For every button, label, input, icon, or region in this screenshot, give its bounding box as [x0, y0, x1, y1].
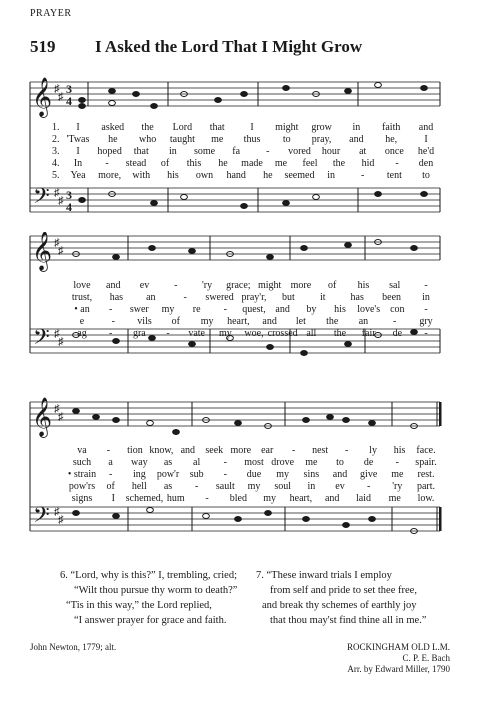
- lyric-syllable: -: [194, 481, 199, 492]
- verse-7-line-3: and break thy schemes of earthly joy: [262, 600, 417, 611]
- lyric-syllable: 'ry: [392, 481, 403, 492]
- lyric-syllable: and: [332, 469, 348, 480]
- lyric-syllable: -: [366, 481, 371, 492]
- lyric-syllable: ev: [139, 280, 150, 291]
- lyric-syllable: -: [166, 328, 170, 339]
- lyric-syllable: in: [169, 146, 177, 157]
- lyric-syllable: 'ry: [202, 280, 213, 291]
- lyric-syllable: more: [230, 445, 252, 456]
- lyric-syllable: that: [209, 122, 225, 133]
- treble-staff: [30, 82, 440, 106]
- lyric-syllable: it: [320, 292, 326, 303]
- lyric-syllable: has: [109, 292, 124, 303]
- verse-6-line-3: “Tis in this way,” the Lord replied,: [66, 600, 212, 611]
- lyric-syllable: seemed: [284, 170, 315, 181]
- lyric-syllable: a: [108, 457, 113, 468]
- lyric-syllable: in: [422, 292, 430, 303]
- lyric-syllable: nest: [312, 445, 329, 456]
- section-label: PRAYER: [30, 8, 72, 19]
- lyric-syllable: face.: [416, 445, 436, 456]
- lyric-syllable: de: [363, 457, 374, 468]
- bass-clef-icon: 𝄢: [33, 325, 50, 355]
- lyric-syllable: my: [263, 493, 277, 504]
- lyric-syllable: my: [218, 328, 232, 339]
- lyric-syllable: vored: [288, 146, 311, 157]
- lyric-syllable: -: [174, 280, 178, 291]
- lyric-syllable: once: [384, 146, 404, 157]
- lyric-syllable: pray'r,: [241, 292, 267, 303]
- treble-clef-icon: 𝄞: [32, 232, 53, 271]
- lyric-syllable: crossed: [267, 328, 298, 339]
- lyric-syllable: heart,: [289, 493, 313, 504]
- lyric-syllable: spair.: [415, 457, 437, 468]
- hymn-title: I Asked the Lord That I Might Grow: [95, 37, 363, 56]
- verse-6: [60, 568, 237, 628]
- lyric-syllable: low.: [417, 493, 435, 504]
- lyric-syllable: faith: [382, 122, 401, 133]
- lyric-syllable: hid: [361, 158, 375, 169]
- lyric-syllable: -: [393, 316, 397, 327]
- lyric-syllable: sal: [389, 280, 401, 291]
- note-heads: [79, 83, 428, 209]
- lyric-syllable: -: [105, 158, 109, 169]
- lyric-syllable: gry: [419, 316, 433, 327]
- lyric-syllable: -: [424, 280, 428, 291]
- lyric-syllable: in: [327, 170, 335, 181]
- lyric-syllable: fa: [232, 146, 241, 157]
- verse-7: [256, 568, 426, 628]
- composer-credit: C. P. E. Bach: [402, 653, 450, 663]
- lyric-syllable: at: [359, 146, 367, 157]
- lyric-syllable: de: [392, 328, 403, 339]
- lyric-syllable: made: [241, 158, 263, 169]
- lyric-syllable: bled: [229, 493, 247, 504]
- svg-text:3: 3: [66, 188, 72, 202]
- lyric-syllable: ag: [77, 328, 87, 339]
- lyric-syllable: ev: [335, 481, 345, 492]
- lyric-syllable: • an: [74, 304, 90, 315]
- lyric-syllable: me: [388, 493, 401, 504]
- svg-text:♯: ♯: [58, 91, 64, 103]
- lyric-syllable: -: [223, 304, 227, 315]
- lyric-syllable: love: [73, 280, 91, 291]
- verse-7-line-4: that thou may'st find thine all in me.”: [270, 615, 427, 626]
- lyric-syllable: he'd: [417, 146, 435, 157]
- lyric-syllable: -: [223, 469, 227, 480]
- lyric-syllable: stead: [125, 158, 147, 169]
- svg-text:♯: ♯: [58, 195, 64, 207]
- lyric-syllable: I: [424, 134, 428, 145]
- lyric-syllable: the: [141, 122, 154, 133]
- lyric-syllable: quest,: [242, 304, 266, 315]
- lyric-syllable: love's: [357, 304, 381, 315]
- tune-name: ROCKINGHAM OLD L.M.: [347, 642, 450, 652]
- lyric-syllable: I: [76, 122, 80, 133]
- lyric-syllable: -: [361, 170, 365, 181]
- verse-number: 4.: [52, 158, 60, 169]
- lyric-syllable: -: [292, 445, 296, 456]
- lyric-syllable: -: [183, 292, 187, 303]
- lyric-syllable: tion: [127, 445, 143, 456]
- lyric-syllable: seek: [205, 445, 224, 456]
- time-signature: 3: [66, 82, 72, 96]
- lyric-syllable: and: [262, 316, 277, 327]
- lyric-syllable: an: [358, 316, 369, 327]
- lyric-syllable: I: [250, 122, 254, 133]
- treble-clef-icon: 𝄞: [32, 77, 53, 117]
- lyric-syllable: -: [205, 493, 209, 504]
- svg-text:♯: ♯: [54, 506, 60, 518]
- lyric-syllable: me: [211, 134, 224, 145]
- verse-6-line-4: “I answer prayer for grace and faith.: [74, 615, 227, 626]
- lyric-syllable: has: [350, 292, 364, 303]
- lyric-syllable: In: [73, 158, 83, 169]
- lyric-syllable: he,: [385, 134, 398, 145]
- lyric-syllable: sault: [215, 481, 235, 492]
- svg-text:♯: ♯: [54, 187, 60, 199]
- lyric-syllable: al: [193, 457, 201, 468]
- key-signature: ♯: [54, 83, 60, 95]
- lyric-syllable: feel: [302, 158, 318, 169]
- svg-text:♯: ♯: [58, 514, 64, 526]
- lyric-syllable: asked: [101, 122, 125, 133]
- lyric-syllable: he: [108, 134, 118, 145]
- lyric-syllable: the: [326, 316, 339, 327]
- lyric-syllable: way: [130, 457, 148, 468]
- svg-text:4: 4: [66, 200, 72, 214]
- lyric-syllable: thus: [243, 134, 261, 145]
- lyric-syllable: might: [275, 122, 299, 133]
- verse-number: 3.: [52, 146, 60, 157]
- lyric-syllable: and: [349, 134, 364, 145]
- lyric-syllable: drove: [271, 457, 295, 468]
- lyric-syllable: hand: [226, 170, 246, 181]
- lyric-syllable: grow: [311, 122, 332, 133]
- lyric-syllable: -: [111, 316, 115, 327]
- lyric-syllable: know,: [149, 445, 174, 456]
- lyric-syllable: due: [246, 469, 262, 480]
- lyric-syllable: Lord: [172, 122, 193, 133]
- lyric-syllable: hoped: [97, 146, 122, 157]
- lyric-syllable: in: [352, 122, 361, 133]
- lyric-syllable: and: [275, 304, 290, 315]
- lyric-syllable: some: [193, 146, 216, 157]
- lyric-syllable: -: [424, 328, 428, 339]
- lyric-syllable: ear: [261, 445, 274, 456]
- lyric-syllable: been: [382, 292, 402, 303]
- lyric-syllable: sub: [189, 469, 204, 480]
- text-author-credit: John Newton, 1779; alt.: [30, 642, 117, 652]
- lyric-syllable: to: [336, 457, 344, 468]
- lyric-syllable: Yea: [70, 170, 86, 181]
- lyric-syllable: vils: [137, 316, 152, 327]
- lyric-syllable: my: [200, 316, 214, 327]
- lyric-syllable: laid: [355, 493, 371, 504]
- lyric-syllable: his: [357, 280, 370, 291]
- lyric-syllable: let: [295, 316, 306, 327]
- lyric-syllable: woe,: [244, 328, 264, 339]
- lyric-syllable: -: [266, 146, 270, 157]
- lyric-syllable: with: [132, 170, 151, 181]
- lyric-syllable: as: [163, 481, 173, 492]
- lyric-syllable: as: [163, 457, 173, 468]
- svg-text:♯: ♯: [58, 336, 64, 348]
- lyric-syllable: most: [244, 457, 264, 468]
- lyric-syllable: he: [218, 158, 228, 169]
- lyric-syllable: e: [79, 316, 85, 327]
- verse-number: 1.: [52, 122, 60, 133]
- verse-7-line-1: 7. “These inward trials I employ: [256, 570, 392, 581]
- lyric-syllable: grace;: [226, 280, 251, 291]
- lyric-syllable: an: [146, 292, 156, 303]
- lyric-syllable: swer: [129, 304, 149, 315]
- lyric-syllable: rest.: [417, 469, 435, 480]
- lyric-syllable: who: [138, 134, 157, 145]
- lyric-syllable: soul: [274, 481, 291, 492]
- lyric-syllable: -: [108, 328, 113, 339]
- lyric-syllable: pray,: [311, 134, 332, 145]
- hymn-number: 519: [30, 37, 56, 56]
- lyric-syllable: • strain: [67, 469, 97, 480]
- lyric-syllable: me: [305, 457, 318, 468]
- lyric-syllable: con: [390, 304, 405, 315]
- lyric-syllable: tent: [386, 170, 402, 181]
- lyric-syllable: and: [106, 280, 121, 291]
- lyric-syllable: he: [263, 170, 273, 181]
- lyric-syllable: own: [195, 170, 214, 181]
- lyric-syllable: by: [306, 304, 317, 315]
- lyric-syllable: his: [167, 170, 179, 181]
- verse-6-line-2: “Wilt thou pursue thy worm to death?”: [74, 585, 238, 596]
- lyric-syllable: -: [424, 304, 428, 315]
- lyric-syllable: his: [393, 445, 406, 456]
- arranger-credit: Arr. by Edward Miller, 1790: [347, 664, 450, 674]
- lyric-syllable: and: [418, 122, 434, 133]
- lyric-syllable: -: [108, 304, 113, 315]
- lyric-syllable: more: [290, 280, 312, 291]
- lyric-syllable: heart,: [227, 316, 250, 327]
- lyric-syllable: -: [395, 457, 399, 468]
- treble-clef-icon: 𝄞: [32, 397, 53, 437]
- lyric-syllable: -: [108, 469, 113, 480]
- lyric-syllable: ing: [132, 469, 146, 480]
- lyric-syllable: re: [192, 304, 201, 315]
- lyric-syllable: my: [276, 469, 290, 480]
- svg-text:♯: ♯: [58, 245, 64, 257]
- lyric-syllable: hour: [321, 146, 341, 157]
- lyric-syllable: and: [180, 445, 196, 456]
- lyric-syllable: to: [422, 170, 430, 181]
- lyric-syllable: I: [111, 493, 115, 504]
- lyric-syllable: -: [106, 445, 111, 456]
- lyric-syllable: swered: [205, 292, 234, 303]
- lyric-syllable: sins: [303, 469, 320, 480]
- lyric-syllable: of: [328, 280, 337, 291]
- lyric-syllable: in: [307, 481, 316, 492]
- lyric-syllable: gra: [132, 328, 146, 339]
- lyric-syllable: all: [306, 328, 317, 339]
- lyric-syllable: fair: [361, 328, 376, 339]
- svg-text:♯: ♯: [54, 328, 60, 340]
- lyric-syllable: but: [282, 292, 295, 303]
- lyric-syllable: hell: [131, 481, 147, 492]
- lyric-syllable: give: [360, 469, 378, 480]
- lyric-syllable: vate: [188, 328, 205, 339]
- lyric-syllable: of: [171, 316, 180, 327]
- svg-text:♯: ♯: [58, 411, 64, 423]
- lyric-syllable: hum: [166, 493, 185, 504]
- lyric-syllable: -: [344, 445, 349, 456]
- svg-text:♯: ♯: [54, 403, 60, 415]
- lyric-syllable: -: [223, 457, 227, 468]
- lyric-syllable: might: [257, 280, 282, 291]
- lyric-syllable: me: [391, 469, 404, 480]
- lyric-syllable: 'Twas: [66, 134, 90, 145]
- lyric-syllable: trust,: [71, 292, 93, 303]
- bass-clef-icon: 𝄢: [33, 184, 50, 214]
- lyric-syllable: -: [395, 158, 399, 169]
- lyric-syllable: more,: [98, 170, 122, 181]
- lyric-syllable: pow'rs: [68, 481, 96, 492]
- verse-number: 5.: [52, 170, 60, 181]
- lyric-syllable: me: [274, 158, 288, 169]
- lyric-syllable: my: [247, 481, 261, 492]
- lyric-syllable: this: [186, 158, 202, 169]
- lyric-syllable: ly: [369, 445, 377, 456]
- svg-text:♯: ♯: [54, 237, 60, 249]
- lyric-syllable: the: [333, 328, 347, 339]
- lyric-syllable: den: [418, 158, 434, 169]
- lyric-syllable: of: [160, 158, 170, 169]
- lyric-syllable: that: [133, 146, 149, 157]
- lyric-syllable: va: [77, 445, 87, 456]
- verse-number: 2.: [52, 134, 60, 145]
- lyric-syllable: signs: [71, 493, 93, 504]
- lyric-syllable: part.: [416, 481, 436, 492]
- lyric-syllable: such: [72, 457, 92, 468]
- lyric-syllable: to: [282, 134, 291, 145]
- verse-7-line-2: from self and pride to set thee free,: [270, 585, 417, 596]
- lyric-syllable: pow'r: [156, 469, 180, 480]
- lyric-syllable: taught: [169, 134, 195, 145]
- lyric-syllable: schemed,: [125, 493, 164, 504]
- svg-text:4: 4: [66, 94, 72, 108]
- lyric-syllable: and: [324, 493, 340, 504]
- lyric-syllable: the: [332, 158, 346, 169]
- verse-6-line-1: 6. “Lord, why is this?” I, trembling, cried;: [60, 570, 237, 581]
- lyric-syllable: my: [161, 304, 175, 315]
- lyric-syllable: his: [334, 304, 346, 315]
- bass-clef-icon: 𝄢: [33, 503, 50, 533]
- lyric-syllable: I: [76, 146, 80, 157]
- lyric-syllable: of: [106, 481, 115, 492]
